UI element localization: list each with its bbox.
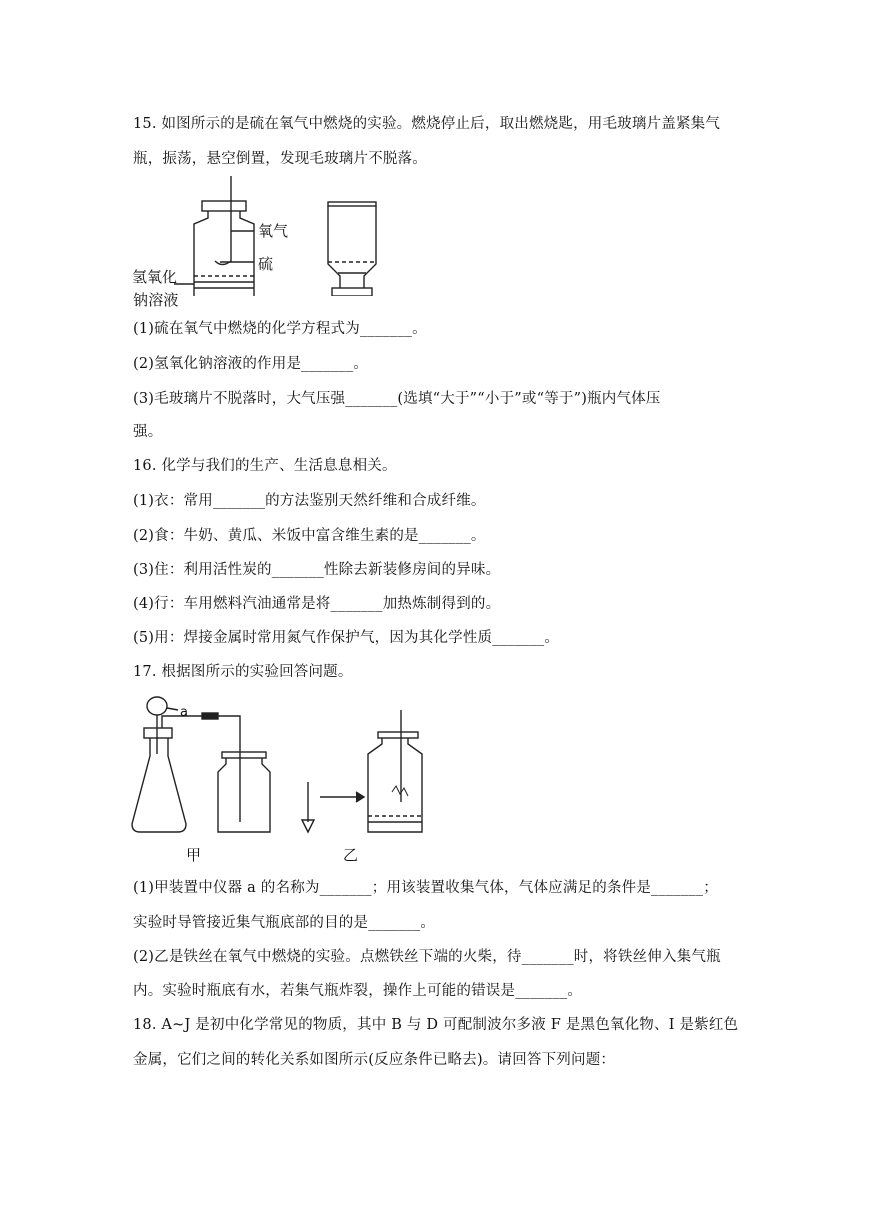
- label-yi: 乙: [343, 846, 359, 864]
- q15-stem-line-1: 15. 如图所示的是硫在氧气中燃烧的实验。燃烧停止后，取出燃烧匙，用毛玻璃片盖紧集气: [133, 116, 721, 132]
- q16-part-1: (1)衣：常用_______的方法鉴别天然纤维和合成纤维。: [133, 493, 486, 509]
- label-naoh-1: 氢氧化: [132, 268, 178, 286]
- q17-part-2-line-2: 内。实验时瓶底有水，若集气瓶炸裂，操作上可能的错误是_______。: [133, 983, 583, 999]
- q18-stem-line-1: 18. A~J 是初中化学常见的物质，其中 B 与 D 可配制波尔多液 F 是黑色氧化物、I 是紫红色: [133, 1017, 739, 1033]
- q17-part-1-line-1: (1)甲装置中仪器 a 的名称为_______；用该装置收集气体，气体应满足的条件是_______；: [133, 880, 718, 896]
- q15-part-1: (1)硫在氧气中燃烧的化学方程式为_______。: [133, 321, 427, 337]
- q15-part-3-line-1: (3)毛玻璃片不脱落时，大气压强_______(选填“大于”“小于”或“等于”)瓶内气体压: [133, 391, 661, 407]
- label-jia: 甲: [186, 846, 202, 864]
- q16-part-4: (4)行：车用燃料汽油通常是将_______加热炼制得到的。: [133, 596, 501, 612]
- q16-stem: 16. 化学与我们的生产、生活息息相关。: [133, 458, 397, 474]
- q16-part-3: (3)住：利用活性炭的_______性除去新装修房间的异味。: [133, 562, 501, 578]
- label-naoh-2: 钠溶液: [133, 291, 179, 309]
- q15-part-2: (2)氢氧化钠溶液的作用是_______。: [133, 356, 368, 372]
- q16-part-2: (2)食：牛奶、黄瓜、米饭中富含维生素的是_______。: [133, 528, 486, 544]
- q16-part-5: (5)用：焊接金属时常用氮气作保护气，因为其化学性质_______。: [133, 630, 560, 646]
- q15-part-3-line-2: 强。: [133, 424, 163, 440]
- q17-part-2-line-1: (2)乙是铁丝在氧气中燃烧的实验。点燃铁丝下端的火柴，待_______时，将铁丝伸入集气瓶: [133, 949, 721, 965]
- label-a: a: [180, 705, 188, 720]
- q17-stem: 17. 根据图所示的实验回答问题。: [133, 664, 353, 680]
- q17-part-1-line-2: 实验时导管接近集气瓶底部的目的是_______。: [133, 915, 436, 931]
- q18-stem-line-2: 金属，它们之间的转化关系如图所示(反应条件已略去)。请回答下列问题：: [133, 1052, 616, 1068]
- q15-stem-line-2: 瓶，振荡，悬空倒置，发现毛玻璃片不脱落。: [133, 151, 427, 167]
- q15-figure: [130, 176, 390, 296]
- label-sulfur: 硫: [258, 255, 274, 273]
- label-oxygen: 氧气: [258, 222, 289, 240]
- q17-figure: [130, 692, 430, 867]
